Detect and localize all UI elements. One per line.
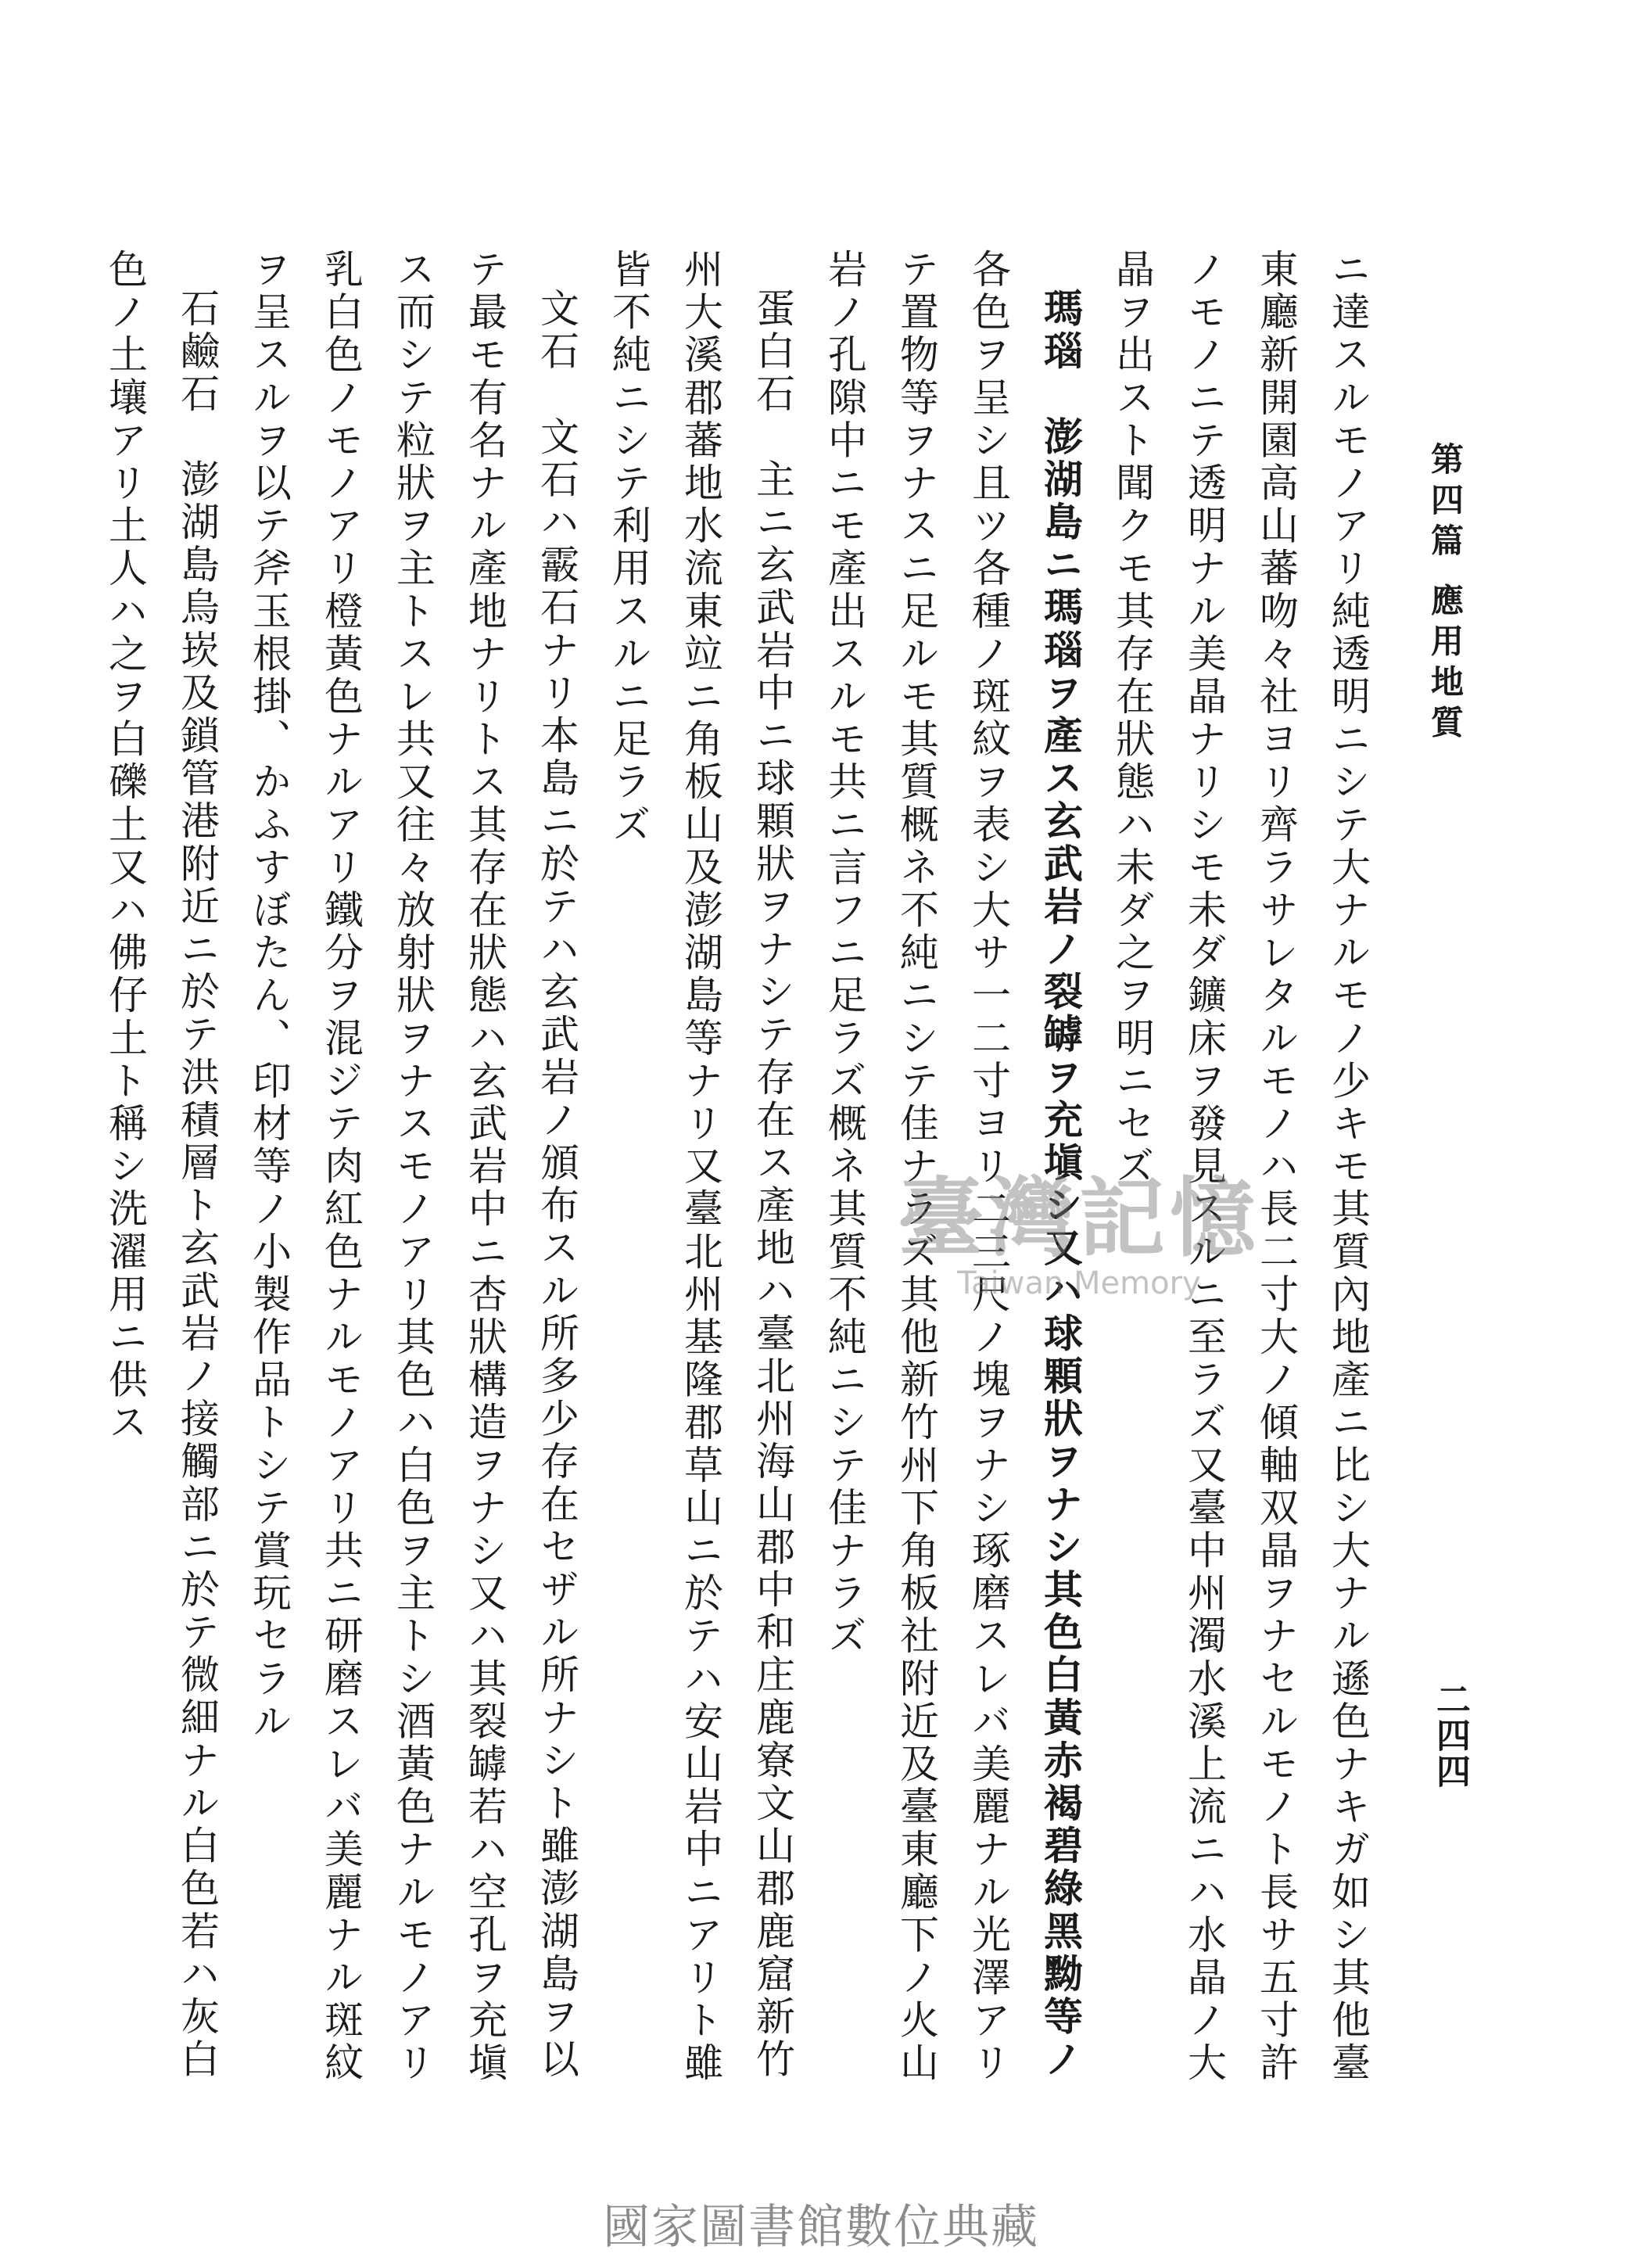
- section-aragonite-column: 文石 文石ハ霰石ナリ本島ニ於テハ玄武岩ノ頒布スル所多少存在セザル所ナシト雖澎湖島ヲ以: [534, 288, 579, 2082]
- text-column: テ置物等ヲナスニ足ルモ其質概ネ不純ニシテ佳ナラズ其他新竹州下角板社附近及臺東廳下ノ火山: [894, 249, 939, 2085]
- text-column: 皆不純ニシテ利用スルニ足ラズ: [606, 249, 651, 847]
- text-column: 色ノ土壤アリ土人ハ之ヲ白礫土又ハ佛仔土ト稱シ洗濯用ニ供ス: [102, 249, 148, 1444]
- text-column: テ最モ有名ナル產地ナリトス其存在狀態ハ玄武岩中ニ杏狀構造ヲナシ又ハ其裂罅若ハ空孔ヲ充塡: [462, 249, 507, 2085]
- text-column: 岩ノ孔隙中ニモ產出スルモ共ニ言フニ足ラズ概ネ其質不純ニシテ佳ナラズ: [822, 249, 867, 1658]
- section-soapstone-column: 石鹼石 澎湖島烏崁及鎖管港附近ニ於テ洪積層ト玄武岩ノ接觸部ニ於テ微細ナル白色若ハ灰白: [174, 288, 220, 2082]
- watermark-english-text: Taiwan Memory: [957, 1265, 1201, 1301]
- running-header: 第四篇 應用地質: [1426, 442, 1465, 746]
- body-text: [89, 249, 1384, 2126]
- text-column: ス而シテ粒狀ヲ主トスレ共又往々放射狀ヲナスモノアリ其色ハ白色ヲ主トシ酒黃色ナルモノアリ: [390, 249, 436, 2085]
- section-agate-column: 瑪瑙 澎湖島ニ瑪瑙ヲ產ス玄武岩ノ裂罅ヲ充塡シ又ハ球顆狀ヲナシ其色白黃赤褐碧綠黑黝等ノ: [1038, 288, 1084, 2082]
- section-opal-column: 蛋白石 主ニ玄武岩中ニ球顆狀ヲナシテ存在ス產地ハ臺北州海山郡中和庄鹿寮文山郡鹿窟新竹: [750, 288, 795, 2082]
- text-column: ヲ呈スルヲ以テ斧玉根掛、かふすぼたん、印材等ノ小製作品トシテ賞玩セラル: [246, 249, 292, 1743]
- text-column: ニ達スルモノアリ純透明ニシテ大ナルモノ少キモ其質內地產ニ比シ大ナル遜色ナキガ如シ其他臺: [1325, 249, 1371, 2085]
- text-column: ノモノニテ透明ナル美晶ナリシモ未ダ鑛床ヲ發見スルニ至ラズ又臺中州濁水溪上流ニハ水晶ノ大: [1181, 249, 1227, 2085]
- text-column: 東廳新開園高山蕃吻々社ヨリ齊ラサレタルモノハ長二寸大ノ傾軸双晶ヲナセルモノト長サ五寸許: [1253, 249, 1299, 2085]
- text-column: 晶ヲ出スト聞クモ其存在狀態ハ未ダ之ヲ明ニセズ: [1110, 249, 1155, 1189]
- text-column: 州大溪郡蕃地水流東竝ニ角板山及澎湖島等ナリ又臺北州基隆郡草山ニ於テハ安山岩中ニアリト雖: [678, 249, 723, 2085]
- page-number: 二四四: [1430, 1681, 1470, 1789]
- watermark-logo-text: 臺灣記憶: [898, 1168, 1260, 1269]
- text-column: 乳白色ノモノアリ橙黃色ナルアリ鐵分ヲ混ジテ肉紅色ナルモノアリ共ニ研磨スレバ美麗ナル斑紋: [318, 249, 364, 2085]
- footer-collection-label: 國家圖書館數位典藏: [603, 2200, 1039, 2255]
- text-column: 各色ヲ呈シ且ツ各種ノ斑紋ヲ表シ大サ一二寸ヨリ二三尺ノ塊ヲナシ琢磨スレバ美麗ナル光澤アリ: [966, 249, 1011, 2085]
